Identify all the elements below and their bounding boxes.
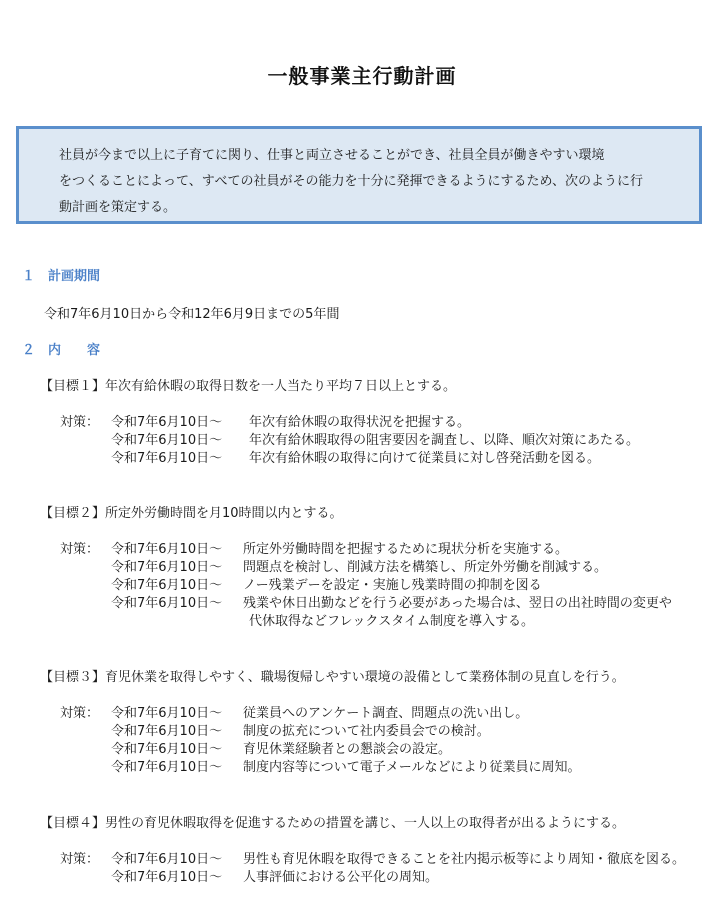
measure-text: 残業や休日出勤などを行う必要があった場合は、翌日の出社時間の変更や — [243, 596, 672, 611]
section-heading-plan-period: １ 計画期間 — [22, 269, 101, 284]
page-title: 一般事業主行動計画 — [267, 64, 457, 88]
section-heading-contents: ２ 内 容 — [22, 343, 101, 358]
measure-text: 制度内容等について電子メールなどにより従業員に周知。 — [243, 760, 581, 775]
goal-1-title: 【目標１】年次有給休暇の取得日数を一人当たり平均７日以上とする。 — [40, 379, 457, 394]
measure-date: 令和7年6月10日～ — [111, 724, 223, 739]
measure-date: 令和7年6月10日～ — [111, 578, 223, 593]
measure-text: 所定外労働時間を把握するために現状分析を実施する。 — [243, 542, 569, 557]
measure-text: ノー残業デーを設定・実施し残業時間の抑制を図る — [243, 578, 542, 593]
intro-line: をつくることによって、すべての社員がその能力を十分に発揮できるようにするため、次のように行 — [59, 174, 643, 189]
measure-label: 対策： — [60, 542, 100, 557]
measure-text: 問題点を検討し、削減方法を構築し、所定外労働を削減する。 — [243, 560, 608, 575]
goal-2-title: 【目標２】所定外労働時間を月10時間以内とする。 — [40, 506, 343, 521]
measure-date: 令和7年6月10日～ — [111, 596, 223, 611]
measure-date: 令和7年6月10日～ — [111, 742, 223, 757]
measure-label: 対策： — [60, 415, 100, 430]
plan-period-text: 令和7年6月10日から令和12年6月9日までの5年間 — [44, 307, 340, 322]
measure-date: 令和7年6月10日～ — [111, 560, 223, 575]
goal-3-title: 【目標３】育児休業を取得しやすく、職場復帰しやすい環境の設備として業務体制の見直しを行う。 — [40, 670, 625, 685]
measure-text: 人事評価における公平化の周知。 — [243, 870, 439, 885]
goal-4-title: 【目標４】男性の育児休暇取得を促進するための措置を講じ、一人以上の取得者が出るようにする。 — [40, 816, 626, 831]
measure-date: 令和7年6月10日～ — [111, 760, 223, 775]
intro-line: 社員が今まで以上に子育てに関り、仕事と両立させることができ、社員全員が働きやすい環境 — [59, 148, 605, 163]
measure-date: 令和7年6月10日～ — [111, 870, 223, 885]
measure-date: 令和7年6月10日～ — [111, 451, 223, 466]
measure-text: 年次有給休暇の取得状況を把握する。 — [249, 415, 471, 430]
measure-text: 年次有給休暇取得の阻害要因を調査し、以降、順次対策にあたる。 — [249, 433, 640, 448]
measure-date: 令和7年6月10日～ — [111, 852, 223, 867]
measure-date: 令和7年6月10日～ — [111, 415, 223, 430]
intro-box — [16, 126, 702, 224]
measure-text: 男性も育児休暇を取得できることを社内掲示板等により周知・徹底を図る。 — [243, 852, 686, 867]
intro-line: 動計画を策定する。 — [59, 200, 177, 215]
measure-text: 育児休業経験者との懇談会の設定。 — [243, 742, 452, 757]
measure-text: 制度の拡充について社内委員会での検討。 — [243, 724, 490, 739]
measure-date: 令和7年6月10日～ — [111, 706, 223, 721]
measure-date: 令和7年6月10日～ — [111, 542, 223, 557]
measure-text-continued: 代休取得などフレックスタイム制度を導入する。 — [249, 614, 534, 629]
measure-text: 従業員へのアンケート調査、問題点の洗い出し。 — [243, 706, 529, 721]
measure-date: 令和7年6月10日～ — [111, 433, 223, 448]
measure-text: 年次有給休暇の取得に向けて従業員に対し啓発活動を図る。 — [249, 451, 601, 466]
measure-label: 対策： — [60, 852, 100, 867]
measure-label: 対策： — [60, 706, 100, 721]
